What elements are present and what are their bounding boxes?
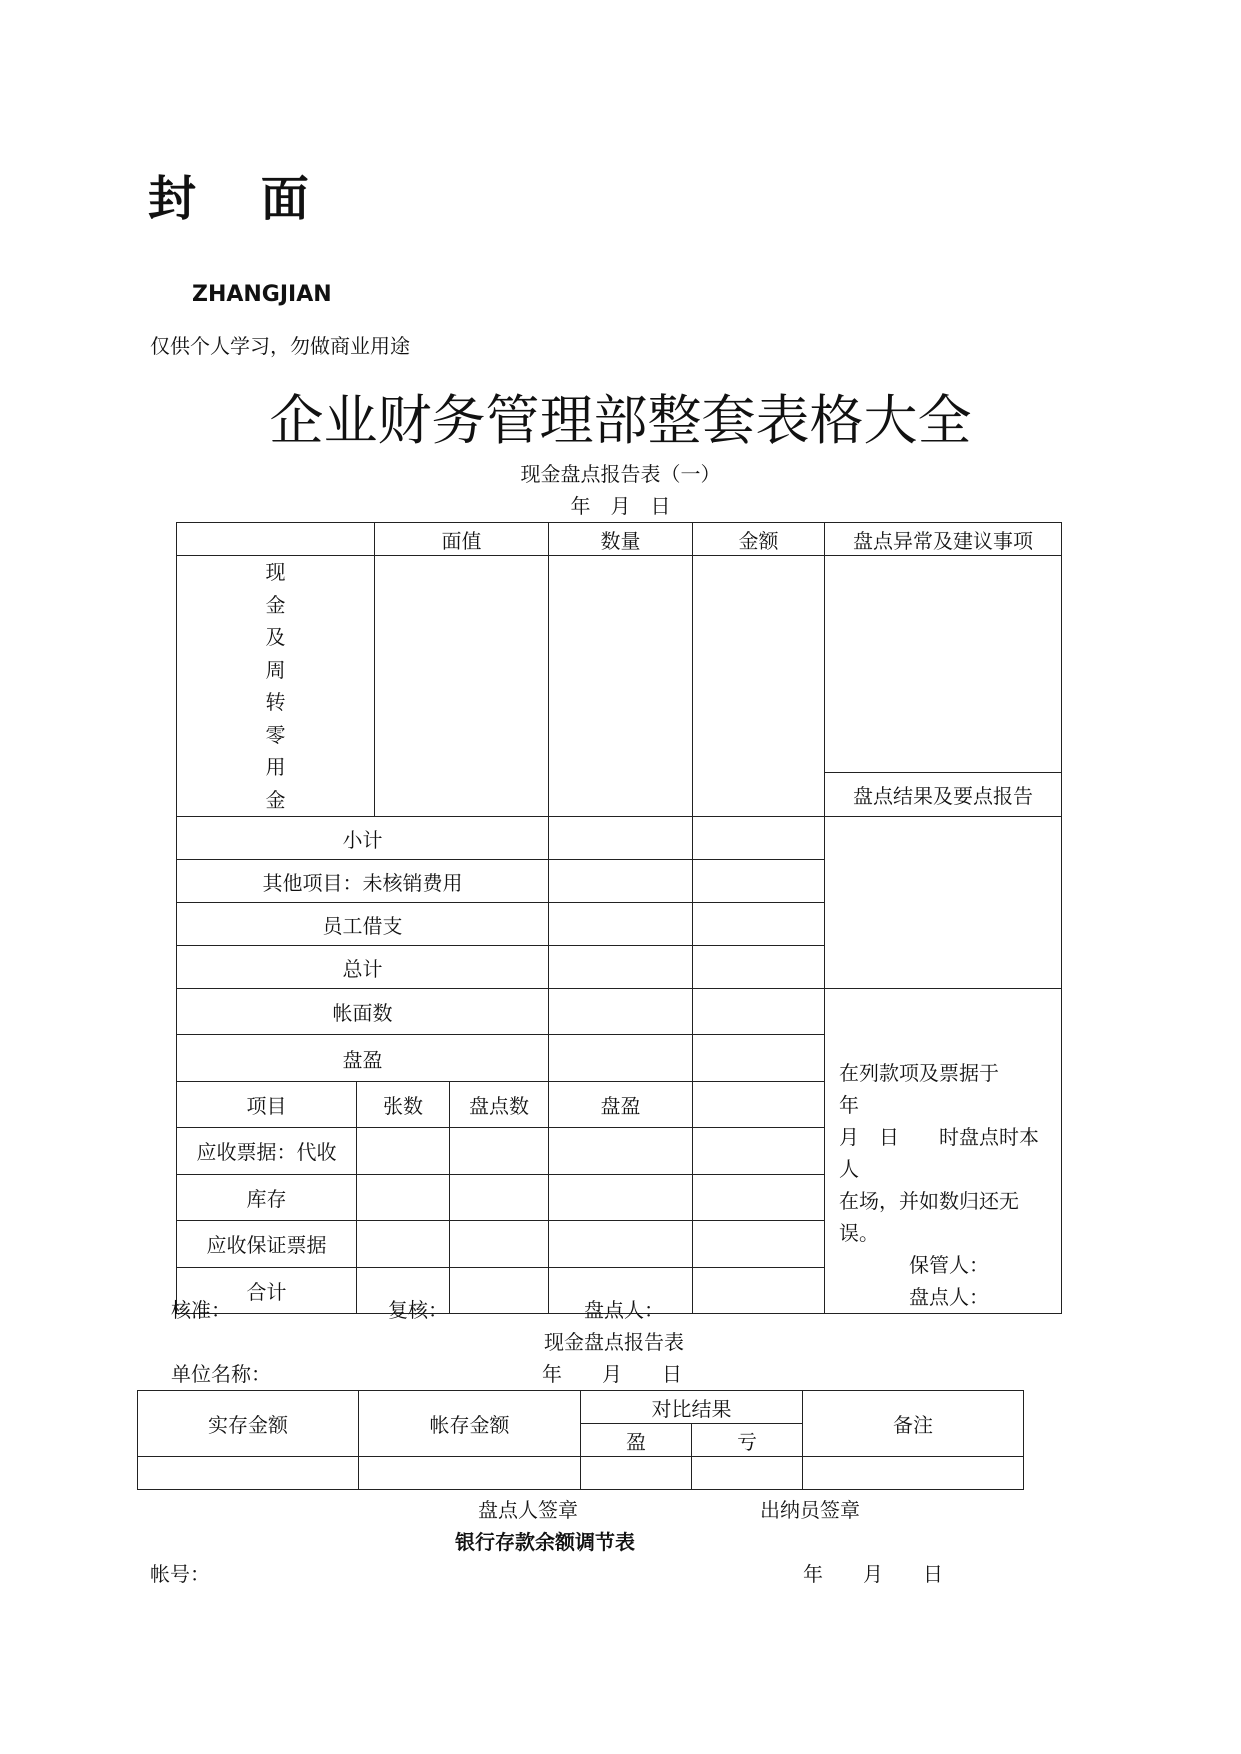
book-amount-quantity-cell[interactable]	[549, 989, 693, 1035]
subheader-surplus: 盘盈	[549, 1081, 693, 1127]
header-quantity: 数量	[549, 523, 693, 556]
amount-cell[interactable]	[693, 556, 825, 817]
actual-cell[interactable]	[138, 1457, 359, 1490]
count-cell[interactable]	[450, 1221, 549, 1267]
book-amount-amount-cell[interactable]	[693, 989, 825, 1035]
form3-account-label: 帐号：	[150, 1562, 210, 1586]
row-label: 合计	[177, 1267, 357, 1313]
cash-comparison-table	[137, 1390, 1024, 1490]
header-compare: 对比结果	[581, 1391, 803, 1424]
surplus-cell[interactable]	[549, 1174, 693, 1220]
header-amount: 金额	[693, 523, 825, 556]
sheets-cell[interactable]	[357, 1128, 450, 1174]
loss-cell[interactable]	[692, 1457, 803, 1490]
profit-cell[interactable]	[581, 1457, 692, 1490]
other-items-quantity-cell[interactable]	[549, 860, 693, 903]
custodian-label: 保管人：	[909, 1253, 989, 1277]
cash-label-cell	[177, 556, 375, 817]
surplus-label: 盘盈	[177, 1035, 549, 1081]
statement-cell	[825, 989, 1062, 1314]
row-label: 库存	[177, 1174, 357, 1220]
cash-label-char: 用	[265, 755, 286, 779]
other-items-amount-cell[interactable]	[693, 860, 825, 903]
form3-date: 年 月 日	[803, 1562, 943, 1586]
form2-unit-label: 单位名称：	[171, 1362, 271, 1386]
form3-title: 银行存款余额调节表	[455, 1530, 635, 1554]
statement-line: 在场，并如数归还无误。	[839, 1189, 1019, 1245]
cash-label-char: 金	[265, 787, 286, 812]
header-profit: 盈	[581, 1424, 692, 1457]
staff-advance-quantity-cell[interactable]	[549, 903, 693, 946]
subheader-sheets: 张数	[357, 1081, 450, 1127]
extra-cell[interactable]	[693, 1128, 825, 1174]
header-blank	[177, 523, 375, 556]
cash-label-char: 现	[265, 560, 286, 584]
surplus-quantity-cell[interactable]	[549, 1035, 693, 1081]
cash-label-char: 周	[265, 657, 286, 682]
cash-label-char: 及	[265, 625, 286, 649]
denomination-cell[interactable]	[375, 556, 549, 817]
anomalies-cell[interactable]	[825, 556, 1062, 773]
surplus-cell[interactable]	[549, 1128, 693, 1174]
extra-cell[interactable]	[693, 1174, 825, 1220]
total-label: 总计	[177, 946, 549, 989]
result-report-cell[interactable]	[825, 817, 1062, 989]
row-label: 应收保证票据	[177, 1221, 357, 1267]
form1-title: 现金盘点报告表（一）	[520, 462, 721, 486]
surplus-cell[interactable]	[549, 1221, 693, 1267]
footer-review: 复核：	[388, 1298, 448, 1322]
cash-count-table	[176, 522, 1062, 1314]
other-items-label: 其他项目：未核销费用	[177, 860, 549, 903]
sheets-cell[interactable]	[357, 1221, 450, 1267]
author-name: ZHANGJIAN	[192, 282, 332, 307]
header-actual: 实存金额	[138, 1391, 359, 1457]
staff-advance-label: 员工借支	[177, 903, 549, 946]
cash-label-char: 零	[265, 722, 286, 747]
sign-counter-label: 盘点人签章	[478, 1498, 578, 1522]
form2-date: 年 月 日	[542, 1362, 682, 1386]
statement-line: 在列款项及票据于 年	[839, 1061, 1039, 1117]
cash-label-vertical	[177, 556, 374, 816]
counter-label: 盘点人：	[909, 1285, 989, 1309]
form1-date: 年 月 日	[570, 494, 671, 518]
subtotal-amount-cell[interactable]	[693, 817, 825, 860]
header-anomalies: 盘点异常及建议事项	[825, 523, 1062, 556]
remark-cell[interactable]	[803, 1457, 1024, 1490]
header-remark: 备注	[803, 1391, 1024, 1457]
extra-cell[interactable]	[693, 1267, 825, 1313]
cash-label-char: 转	[265, 690, 286, 714]
cash-label-char: 金	[265, 592, 286, 617]
header-denomination: 面值	[375, 523, 549, 556]
subtotal-label: 小计	[177, 817, 549, 860]
subtotal-quantity-cell[interactable]	[549, 817, 693, 860]
quantity-cell[interactable]	[549, 556, 693, 817]
count-cell[interactable]	[450, 1267, 549, 1313]
total-quantity-cell[interactable]	[549, 946, 693, 989]
surplus-amount-cell[interactable]	[693, 1035, 825, 1081]
usage-note: 仅供个人学习，勿做商业用途	[150, 334, 410, 358]
count-cell[interactable]	[450, 1174, 549, 1220]
subheader-count: 盘点数	[450, 1081, 549, 1127]
extra-cell[interactable]	[693, 1221, 825, 1267]
header-loss: 亏	[692, 1424, 803, 1457]
row-label: 应收票据：代收	[177, 1128, 357, 1174]
footer-approve: 核准：	[171, 1298, 231, 1322]
form2-title: 现金盘点报告表	[544, 1330, 684, 1354]
subheader-blank	[693, 1081, 825, 1127]
header-book: 帐存金额	[359, 1391, 581, 1457]
book-amount-label: 帐面数	[177, 989, 549, 1035]
count-cell[interactable]	[450, 1128, 549, 1174]
main-title: 企业财务管理部整套表格大全	[269, 389, 972, 452]
book-cell[interactable]	[359, 1457, 581, 1490]
total-amount-cell[interactable]	[693, 946, 825, 989]
result-report-label: 盘点结果及要点报告	[825, 773, 1062, 817]
cover-title: 封 面	[148, 171, 333, 227]
sheets-cell[interactable]	[357, 1174, 450, 1220]
subheader-item: 项目	[177, 1081, 357, 1127]
footer-counter: 盘点人：	[584, 1298, 664, 1322]
staff-advance-amount-cell[interactable]	[693, 903, 825, 946]
sign-cashier-label: 出纳员签章	[760, 1498, 860, 1522]
statement-line: 月 日 时盘点时本人	[839, 1125, 1039, 1181]
